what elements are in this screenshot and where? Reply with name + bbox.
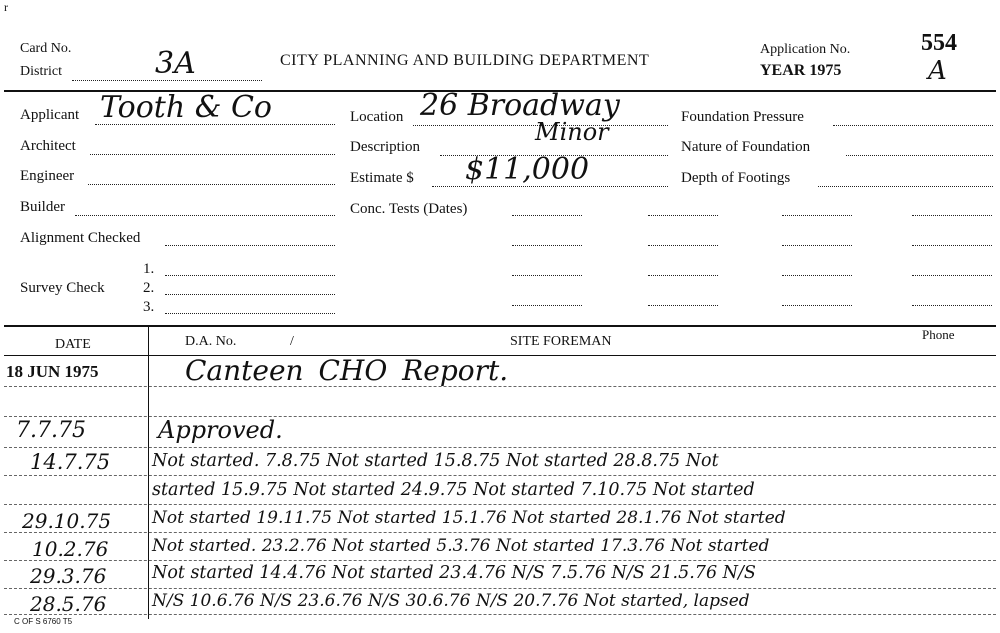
survey-num-2: 2. xyxy=(143,280,155,296)
description-value: Minor xyxy=(535,118,609,146)
conc-test-line xyxy=(912,215,992,216)
conc-test-line xyxy=(782,305,852,306)
location-value: 26 Broadway xyxy=(420,88,620,123)
alignment-underline xyxy=(165,245,335,246)
alignment-label: Alignment Checked xyxy=(20,230,141,246)
foundation-pressure-underline xyxy=(833,125,993,126)
conc-test-line xyxy=(512,215,582,216)
row-rule xyxy=(4,588,996,589)
row-rule xyxy=(4,504,996,505)
log-entry: N/S 10.6.76 N/S 23.6.76 N/S 30.6.76 N/S 20.7.76 Not started, lapsed xyxy=(152,591,750,611)
phone-header: Phone xyxy=(922,327,955,342)
application-number: 554 xyxy=(921,30,957,56)
da-header: D.A. No. xyxy=(185,334,237,349)
nature-foundation-label: Nature of Foundation xyxy=(681,139,811,155)
conc-test-line xyxy=(782,245,852,246)
log-entry: Canteen CHO Report. xyxy=(185,354,509,387)
conc-test-line xyxy=(782,275,852,276)
log-entry: Not started 14.4.76 Not started 23.4.76 N/S 7.5.76 N/S 21.5.76 N/S xyxy=(152,563,756,583)
card-no-label: Card No. xyxy=(20,41,72,56)
depth-footings-underline xyxy=(818,186,993,187)
conc-test-line xyxy=(648,275,718,276)
row-rule xyxy=(4,447,996,448)
conc-test-line xyxy=(782,215,852,216)
row-rule xyxy=(4,532,996,533)
conc-test-line xyxy=(512,245,582,246)
log-entry: Approved. xyxy=(158,416,283,444)
conc-test-line xyxy=(648,215,718,216)
log-entry: Not started 19.11.75 Not started 15.1.76 Not started 28.1.76 Not started xyxy=(152,508,786,528)
survey-underline-1 xyxy=(165,275,335,276)
depth-footings-label: Depth of Footings xyxy=(681,170,791,186)
department-title: CITY PLANNING AND BUILDING DEPARTMENT xyxy=(280,52,650,69)
conc-test-line xyxy=(512,305,582,306)
district-label: District xyxy=(20,64,62,79)
conc-test-line xyxy=(912,245,992,246)
location-label: Location xyxy=(350,109,404,125)
builder-label: Builder xyxy=(20,199,65,215)
conc-test-line xyxy=(912,305,992,306)
survey-underline-2 xyxy=(165,294,335,295)
log-date: 14.7.75 xyxy=(30,450,111,474)
log-entry: Not started. 7.8.75 Not started 15.8.75 Not started 28.8.75 Not xyxy=(152,451,719,471)
log-top-rule xyxy=(4,325,996,327)
conc-tests-label: Conc. Tests (Dates) xyxy=(350,201,468,217)
log-entry: started 15.9.75 Not started 24.9.75 Not started 7.10.75 Not started xyxy=(152,480,755,500)
applicant-value: Tooth & Co xyxy=(100,90,272,125)
nature-foundation-underline xyxy=(846,155,993,156)
description-label: Description xyxy=(350,139,420,155)
row-rule xyxy=(4,614,996,615)
date-column-rule xyxy=(148,327,149,619)
survey-underline-3 xyxy=(165,313,335,314)
corner-mark: r xyxy=(4,0,8,14)
conc-test-line xyxy=(648,305,718,306)
site-foreman-header: SITE FOREMAN xyxy=(510,334,612,349)
application-suffix: A xyxy=(928,56,947,86)
row-rule xyxy=(4,416,996,417)
survey-num-1: 1. xyxy=(143,261,155,277)
engineer-underline xyxy=(88,184,335,185)
architect-underline xyxy=(90,154,335,155)
estimate-label: Estimate $ xyxy=(350,170,414,186)
survey-num-3: 3. xyxy=(143,299,155,315)
row-rule xyxy=(4,475,996,476)
form-code: C OF S 6760 T5 xyxy=(14,617,73,626)
row-rule xyxy=(4,560,996,561)
estimate-value: $11,000 xyxy=(465,152,590,187)
log-date: 29.10.75 xyxy=(22,509,112,533)
log-date: 29.3.76 xyxy=(30,564,107,588)
log-date: 28.5.76 xyxy=(30,592,107,616)
builder-underline xyxy=(75,215,335,216)
survey-label: Survey Check xyxy=(20,280,105,296)
architect-label: Architect xyxy=(20,138,76,154)
conc-test-line xyxy=(648,245,718,246)
da-mark: / xyxy=(290,334,294,349)
district-value: 3A xyxy=(155,46,196,81)
foundation-pressure-label: Foundation Pressure xyxy=(681,109,804,125)
applicant-label: Applicant xyxy=(20,107,80,123)
log-date: 10.2.76 xyxy=(32,537,109,561)
application-no-label: Application No. xyxy=(760,42,851,57)
log-date: 18 JUN 1975 xyxy=(6,362,99,381)
engineer-label: Engineer xyxy=(20,168,75,184)
conc-test-line xyxy=(912,275,992,276)
year-label: YEAR 1975 xyxy=(760,62,842,79)
conc-test-line xyxy=(512,275,582,276)
log-date: 7.7.75 xyxy=(16,418,86,443)
log-entry: Not started. 23.2.76 Not started 5.3.76 Not started 17.3.76 Not started xyxy=(152,536,770,556)
date-header: DATE xyxy=(55,337,91,352)
